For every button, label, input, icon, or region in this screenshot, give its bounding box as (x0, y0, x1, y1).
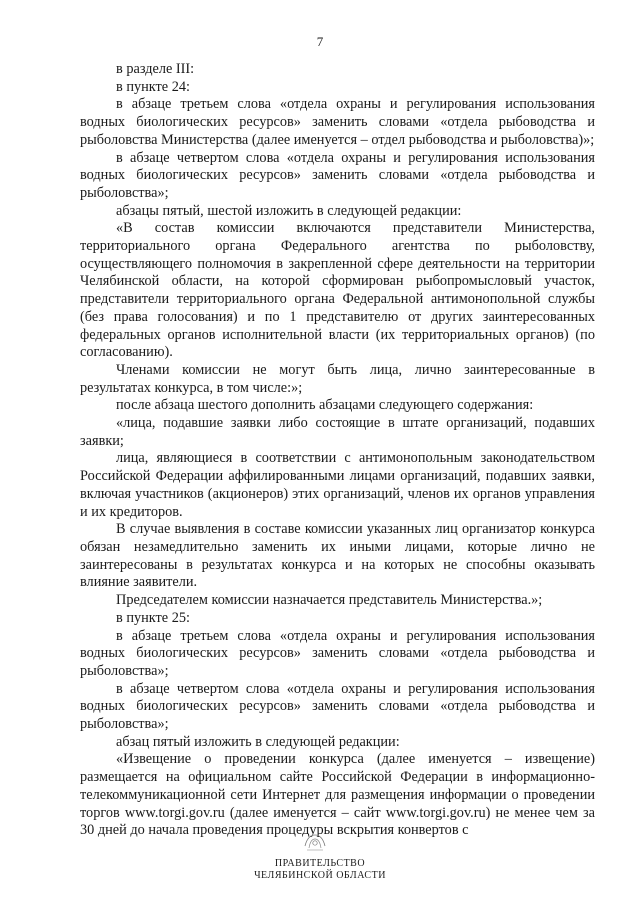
paragraph: абзац пятый изложить в следующей редакции: (116, 733, 400, 750)
paragraph: Председателем комиссии назначается представитель Министерства.»; (116, 592, 543, 609)
paragraph: «Извещение о проведении конкурса (далее именуется – извещение) размещается на официальном сайте Российской Федерации в информационно-телекоммуникационной сети Интернет для размещения информации о проведении торгов www.torgi.gov.ru (далее именуется – сайт www.torgi.gov.ru) не менее чем за 30 дней до начала проведения процедуры вскрытия конвертов с (80, 751, 595, 839)
paragraph: В случае выявления в составе комиссии указанных лиц организатор конкурса обязан незамедлительно заменить их иными лицами, которые лично не заинтересованы в результатах конкурса и на которых не способны оказывать влияние заявители. (80, 521, 595, 591)
paragraph: лица, являющиеся в соответствии с антимонопольным законодательством Российской Федерации аффилированными лицами организаций, подавших заявки, включая участников (акционеров) этих организаций, членов их органов управления и их кредиторов. (80, 450, 595, 520)
paragraph: «лица, подавшие заявки либо состоящие в штате организаций, подавших заявки; (80, 415, 595, 449)
paragraph: в пункте 25: (116, 609, 190, 626)
footer-organization-line1: ПРАВИТЕЛЬСТВО (274, 858, 366, 869)
paragraph: «В состав комиссии включаются представители Министерства, территориального органа Федерального агентства по рыболовству, осуществляющего полномочия в закрепленной сфере деятельности на территории Челябинской области, на которой сформирован рыбопромысловый участок, представители территориального органа Федеральной антимонопольной службы (без права голосования) и по 1 представителю от других заинтересованных федеральных органов исполнительной власти (их территориальных органов) (по согласованию). (80, 220, 595, 361)
footer-organization-line2: ЧЕЛЯБИНСКОЙ ОБЛАСТИ (254, 870, 386, 881)
page-number: 7 (316, 34, 324, 49)
paragraph: Членами комиссии не могут быть лица, лично заинтересованные в результатах конкурса, в том числе:»; (80, 361, 595, 396)
paragraph: после абзаца шестого дополнить абзацами следующего содержания: (116, 397, 534, 414)
paragraph: в абзаце четвертом слова «отдела охраны и регулирования использования водных биологических ресурсов» заменить словами «отдела рыбоводства и рыболовства»; (80, 680, 595, 733)
document-body (80, 61, 595, 840)
emblem-icon (301, 832, 329, 854)
paragraph: в абзаце третьем слова «отдела охраны и регулирования использования водных биологических ресурсов» заменить словами «отдела рыбоводства и рыболовства Министерства (далее именуется – отдел рыбоводства и рыболовства)»; (80, 96, 595, 148)
paragraph: в разделе III: (116, 61, 195, 77)
paragraph: в абзаце третьем слова «отдела охраны и регулирования использования водных биологических ресурсов» заменить словами «отдела рыбоводства и рыболовства»; (80, 627, 595, 679)
paragraph: в пункте 24: (116, 78, 190, 95)
paragraph: в абзаце четвертом слова «отдела охраны и регулирования использования водных биологических ресурсов» заменить словами «отдела рыбоводства и рыболовства»; (80, 149, 595, 201)
paragraph: абзацы пятый, шестой изложить в следующей редакции: (116, 202, 462, 219)
